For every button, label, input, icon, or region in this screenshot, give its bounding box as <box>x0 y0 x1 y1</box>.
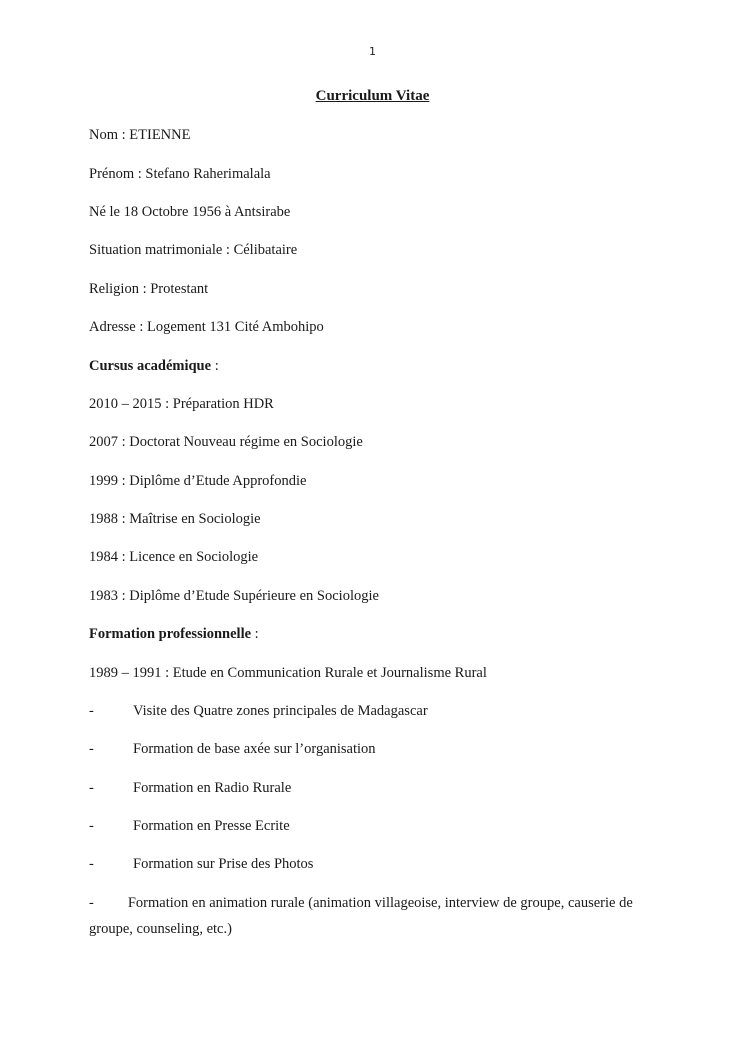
formation-heading-suffix: : <box>251 626 259 642</box>
cursus-item: 1983 : Diplôme d’Etude Supérieure en Sociologie <box>89 588 379 604</box>
bullet-dash: - <box>89 703 94 719</box>
identity-situation: Situation matrimoniale : Célibataire <box>89 242 298 258</box>
identity-nom: Nom : ETIENNE <box>89 127 191 143</box>
cursus-heading: Cursus académique <box>89 358 212 374</box>
formation-intro: 1989 – 1991 : Etude en Communication Rurale et Journalisme Rural <box>89 665 487 681</box>
formation-item-text: Visite des Quatre zones principales de Madagascar <box>133 703 428 719</box>
identity-prenom: Prénom : Stefano Raherimalala <box>89 166 271 182</box>
document-title: Curriculum Vitae <box>315 88 430 104</box>
formation-item-text: Formation sur Prise des Photos <box>133 856 314 872</box>
identity-religion: Religion : Protestant <box>89 281 209 297</box>
page-number: 1 <box>369 45 376 58</box>
cursus-heading-suffix: : <box>211 358 219 374</box>
formation-list-item <box>89 779 291 797</box>
formation-list-item <box>89 740 376 758</box>
formation-item-text: Formation en animation rurale (animation villageoise, interview de groupe, causerie de groupe, counseling, etc.) <box>89 895 633 937</box>
formation-list-item <box>89 817 290 835</box>
cursus-item: 1999 : Diplôme d’Etude Approfondie <box>89 473 307 489</box>
formation-heading-line <box>89 625 259 643</box>
cursus-item: 2010 – 2015 : Préparation HDR <box>89 396 274 412</box>
identity-adresse: Adresse : Logement 131 Cité Ambohipo <box>89 319 324 335</box>
cursus-item: 2007 : Doctorat Nouveau régime en Sociologie <box>89 434 363 450</box>
formation-list-item-long <box>89 890 669 942</box>
cursus-item: 1988 : Maîtrise en Sociologie <box>89 511 261 527</box>
bullet-dash: - <box>89 895 94 911</box>
bullet-dash: - <box>89 818 94 834</box>
formation-list-item <box>89 855 313 873</box>
formation-heading: Formation professionnelle <box>89 626 252 642</box>
formation-item-text: Formation en Radio Rurale <box>133 780 292 796</box>
bullet-dash: - <box>89 741 94 757</box>
formation-list-item <box>89 702 428 720</box>
cursus-item: 1984 : Licence en Sociologie <box>89 549 259 565</box>
cursus-heading-line <box>89 357 219 375</box>
formation-item-text: Formation en Presse Ecrite <box>133 818 290 834</box>
bullet-dash: - <box>89 856 94 872</box>
identity-naissance: Né le 18 Octobre 1956 à Antsirabe <box>89 204 291 220</box>
bullet-dash: - <box>89 780 94 796</box>
formation-item-text: Formation de base axée sur l’organisation <box>133 741 376 757</box>
